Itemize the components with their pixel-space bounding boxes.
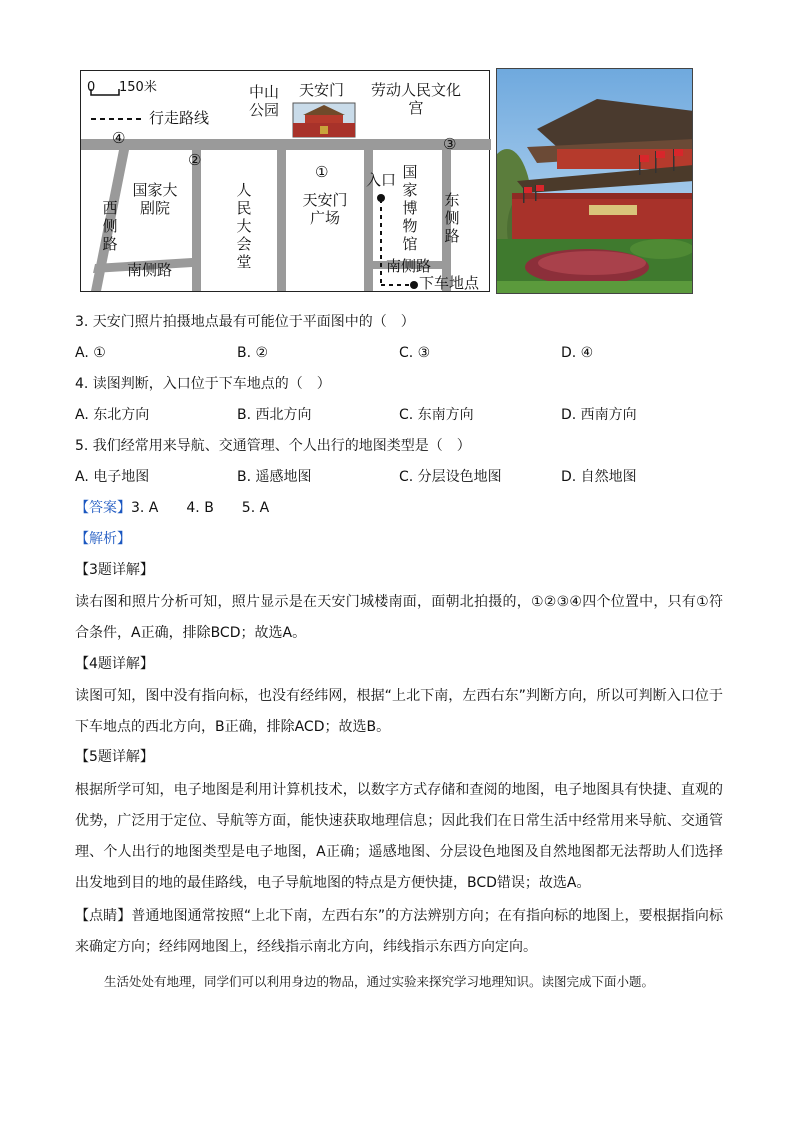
q3-option-d: D. ④ [561, 345, 594, 361]
plan-map [80, 70, 490, 292]
tiananmen-label: 天安门 [299, 81, 345, 99]
tip-paragraph [75, 901, 723, 963]
marker-1: ① [315, 163, 329, 181]
answer-values: 3. A 4. B 5. A [131, 500, 270, 516]
scale-distance: 150米 [119, 80, 157, 95]
tip-tag: 【点睛】 [75, 908, 132, 924]
road-v1 [192, 150, 201, 291]
national-museum-label: 国家博物馆 [402, 163, 418, 253]
analysis-tag: 【解析】 [75, 531, 131, 547]
tiananmen-photo [496, 68, 693, 294]
detail-5-tag: 【5题详解】 [75, 749, 154, 765]
drop-off-label: 下车地点 [419, 274, 480, 292]
tiananmen-photo-drawing [497, 69, 693, 294]
question-4-stem: 4. 读图判断，入口位于下车地点的（ ） [75, 376, 331, 392]
detail-3-tag: 【3题详解】 [75, 562, 154, 578]
answer-tag: 【答案】 [75, 500, 131, 516]
detail-5-text: 根据所学可知，电子地图是利用计算机技术，以数字方式存储和查阅的地图，电子地图具有快捷、直观的优势，广泛用于定位、导航等方面，能快速获取地理信息；因此我们在日常生活中经常用来导航、交通管理、个人出行的地图类型是电子地图，A正确；遥感地图、分层设色地图及自然地图都无法帮助人们选择出发地到目的地的最佳路线，电子导航地图的特点是方便快捷，BCD错误；故选A。 [75, 782, 723, 891]
question-3-stem: 3. 天安门照片拍摄地点最有可能位于平面图中的（ ） [75, 314, 415, 330]
q3-option-c: C. ③ [399, 345, 431, 361]
detail-4-tag: 【4题详解】 [75, 656, 154, 672]
zhongshan-park-label: 中山公园 [249, 83, 280, 119]
entrance-label: 入口 [366, 171, 397, 189]
entrance-dot [377, 194, 385, 202]
q3-option-b: B. ② [237, 345, 269, 361]
q5-option-d: D. 自然地图 [561, 469, 637, 485]
q4-option-d: D. 西南方向 [561, 407, 637, 423]
square-label: 天安门广场 [302, 191, 348, 227]
scale-zero: 0 [87, 80, 96, 95]
q4-option-a: A. 东北方向 [75, 407, 150, 423]
q5-option-c: C. 分层设色地图 [399, 469, 502, 485]
tiananmen-thumbnail [293, 103, 355, 137]
next-section-intro: 生活处处有地理，同学们可以利用身边的物品，通过实验来探究学习地理知识。读图完成下面小题。 [104, 974, 655, 989]
legend-route-label: 行走路线 [149, 109, 210, 127]
detail-4-text: 读图可知，图中没有指向标，也没有经纬网，根据“上北下南，左西右东”判断方向，所以可判断入口位于下车地点的西北方向，B正确，排除ACD；故选B。 [75, 688, 723, 735]
q5-option-a: A. 电子地图 [75, 469, 150, 485]
q4-option-b: B. 西北方向 [237, 407, 312, 423]
national-theatre-label: 国家大剧院 [132, 181, 178, 217]
q4-option-c: C. 东南方向 [399, 407, 474, 423]
marker-2: ② [188, 151, 202, 169]
marker-3: ③ [443, 135, 457, 153]
drop-off-dot [410, 281, 418, 289]
road-v2 [277, 150, 286, 291]
q3-option-a: A. ① [75, 345, 106, 361]
q5-option-b: B. 遥感地图 [237, 469, 312, 485]
south-road-right-label: 南侧路 [386, 257, 432, 275]
detail-3-text: 读右图和照片分析可知，照片显示是在天安门城楼南面，面朝北拍摄的，①②③④四个位置中，只有①符合条件，A正确，排除BCD；故选A。 [75, 594, 723, 641]
avenue-road [81, 139, 491, 150]
south-road-left-label: 南侧路 [127, 261, 173, 279]
question-5-stem: 5. 我们经常用来导航、交通管理、个人出行的地图类型是（ ） [75, 438, 471, 454]
cultural-palace-label: 劳动人民文化宫 [371, 81, 462, 117]
marker-4: ④ [112, 129, 126, 147]
answer-line [75, 498, 269, 518]
great-hall-label: 人民大会堂 [236, 181, 252, 271]
west-road-label: 西侧路 [102, 199, 118, 253]
tip-text: 普通地图通常按照“上北下南，左西右东”的方法辨别方向；在有指向标的地图上，要根据指向标来确定方向；经纬网地图上，经线指示南北方向，纬线指示东西方向定向。 [75, 908, 723, 955]
east-road-label: 东侧路 [444, 191, 460, 245]
